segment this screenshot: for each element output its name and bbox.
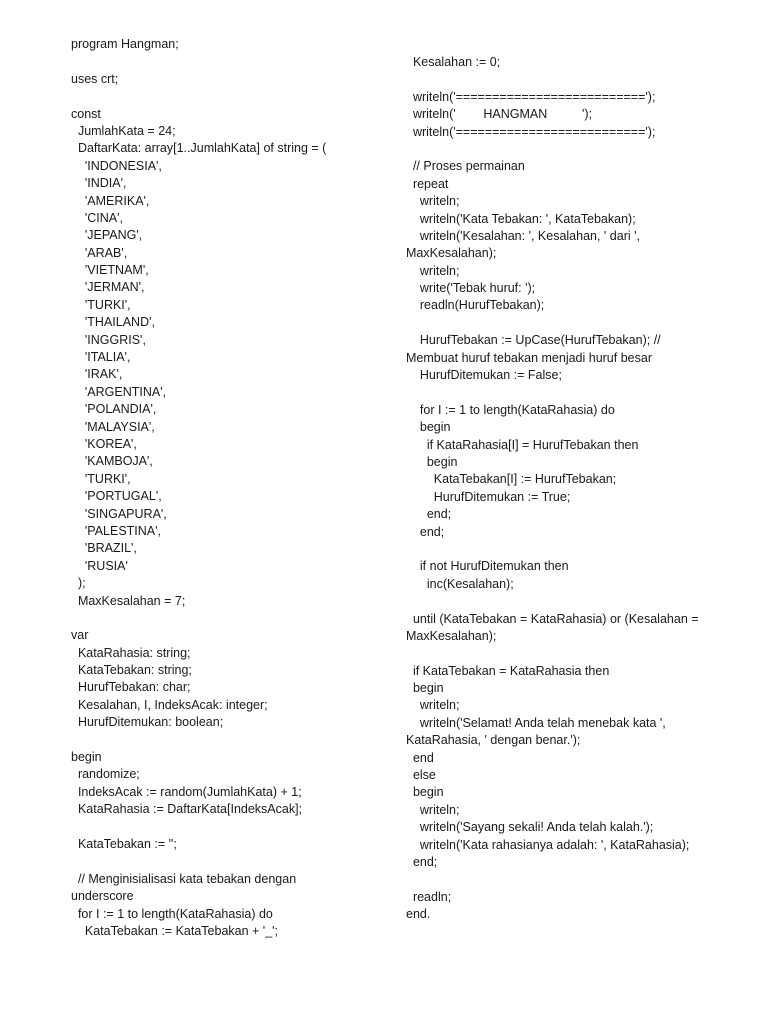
code-line: Kesalahan, I, IndeksAcak: integer; (71, 697, 268, 712)
code-line: repeat (406, 176, 449, 191)
blank-line (71, 853, 396, 870)
code-line: if not HurufDitemukan then (406, 559, 569, 574)
code-line: uses crt; (71, 71, 119, 86)
code-line: begin (406, 785, 444, 800)
blank-line (406, 384, 736, 401)
code-line: until (KataTebakan = KataRahasia) or (Kesalahan = (406, 611, 699, 626)
code-line: writeln; (406, 263, 460, 278)
code-line: HurufTebakan := UpCase(HurufTebakan); // (406, 333, 661, 348)
code-line: HurufTebakan: char; (71, 680, 191, 695)
code-line: Membuat huruf tebakan menjadi huruf besar (406, 350, 652, 365)
code-line: writeln('Sayang sekali! Anda telah kalah.'); (406, 820, 654, 835)
code-line: KataTebakan: string; (71, 663, 192, 678)
code-line: writeln('Kata rahasianya adalah: ', KataRahasia); (406, 837, 690, 852)
blank-line (406, 141, 736, 158)
code-line: 'INGGRIS', (71, 332, 146, 347)
code-column-right (406, 54, 736, 924)
code-line: writeln('Kesalahan: ', Kesalahan, ' dari ', (406, 228, 640, 243)
blank-line (71, 732, 396, 749)
code-line: 'ARGENTINA', (71, 384, 167, 399)
code-line: 'AMERIKA', (71, 193, 150, 208)
code-line: 'INDIA', (71, 176, 127, 191)
code-line: 'PALESTINA', (71, 523, 161, 538)
blank-line (406, 593, 736, 610)
code-line: 'CINA', (71, 210, 124, 225)
code-line: begin (406, 454, 458, 469)
code-line: 'TURKI', (71, 297, 131, 312)
code-line: if KataRahasia[I] = HurufTebakan then (406, 437, 639, 452)
code-line: end; (406, 507, 452, 522)
code-line: randomize; (71, 767, 140, 782)
code-line: writeln('=========================='); (406, 89, 656, 104)
code-line: end. (406, 907, 431, 922)
code-line: begin (71, 750, 102, 765)
code-line: end; (406, 854, 438, 869)
code-line: 'SINGAPURA', (71, 506, 167, 521)
code-line: if KataTebakan = KataRahasia then (406, 663, 610, 678)
code-line: for I := 1 to length(KataRahasia) do (406, 402, 615, 417)
code-line: program Hangman; (71, 37, 179, 51)
code-line: KataTebakan[I] := HurufTebakan; (406, 472, 617, 487)
code-line: // Proses permainan (406, 159, 525, 174)
code-line: KataRahasia, ' dengan benar.'); (406, 733, 581, 748)
blank-line (71, 610, 396, 627)
code-line: 'INDONESIA', (71, 158, 162, 173)
code-line: 'KOREA', (71, 436, 137, 451)
code-line: readln(HurufTebakan); (406, 298, 545, 313)
code-line: end (406, 750, 434, 765)
code-line: MaxKesalahan); (406, 628, 497, 643)
blank-line (406, 871, 736, 888)
code-line: 'IRAK', (71, 367, 123, 382)
blank-line (406, 541, 736, 558)
code-line: const (71, 106, 101, 121)
code-line: JumlahKata = 24; (71, 123, 176, 138)
code-line: for I := 1 to length(KataRahasia) do (71, 906, 273, 921)
code-line: IndeksAcak := random(JumlahKata) + 1; (71, 784, 302, 799)
code-line: KataRahasia := DaftarKata[IndeksAcak]; (71, 802, 303, 817)
code-line: DaftarKata: array[1..JumlahKata] of string = ( (71, 141, 327, 156)
code-line: 'THAILAND', (71, 315, 155, 330)
code-line: 'VIETNAM', (71, 263, 149, 278)
blank-line (71, 53, 396, 70)
code-line: // Menginisialisasi kata tebakan dengan (71, 871, 297, 886)
code-column-left (71, 36, 396, 940)
code-line: writeln(' HANGMAN '); (406, 107, 593, 122)
code-line: Kesalahan := 0; (406, 55, 501, 69)
code-line: KataTebakan := ''; (71, 836, 177, 851)
code-line: 'TURKI', (71, 471, 131, 486)
code-line: MaxKesalahan = 7; (71, 593, 186, 608)
code-line: readln; (406, 889, 452, 904)
code-line: KataRahasia: string; (71, 645, 191, 660)
code-line: writeln; (406, 698, 460, 713)
code-line: underscore (71, 889, 134, 904)
code-line: else (406, 768, 436, 783)
code-line: writeln('Kata Tebakan: ', KataTebakan); (406, 211, 636, 226)
code-line: 'PORTUGAL', (71, 489, 162, 504)
blank-line (406, 645, 736, 662)
code-line: 'ITALIA', (71, 350, 131, 365)
code-line: 'KAMBOJA', (71, 454, 153, 469)
code-line: ); (71, 576, 86, 591)
code-line: inc(Kesalahan); (406, 576, 514, 591)
code-line: writeln('Selamat! Anda telah menebak kata ', (406, 715, 666, 730)
blank-line (71, 819, 396, 836)
code-line: MaxKesalahan); (406, 246, 497, 261)
code-line: KataTebakan := KataTebakan + '_'; (71, 923, 279, 938)
blank-line (406, 71, 736, 88)
code-line: HurufDitemukan: boolean; (71, 715, 224, 730)
code-line: 'JEPANG', (71, 228, 143, 243)
code-line: begin (406, 420, 451, 435)
code-line: begin (406, 681, 444, 696)
code-line: 'MALAYSIA', (71, 419, 155, 434)
code-line: HurufDitemukan := False; (406, 368, 562, 383)
code-line: end; (406, 524, 445, 539)
code-line: 'RUSIA' (71, 558, 128, 573)
code-line: 'JERMAN', (71, 280, 145, 295)
blank-line (406, 315, 736, 332)
code-line: 'BRAZIL', (71, 541, 137, 556)
code-line: writeln; (406, 194, 460, 209)
code-line: writeln; (406, 802, 460, 817)
code-line: writeln('=========================='); (406, 124, 656, 139)
code-line: 'ARAB', (71, 245, 128, 260)
code-line: write('Tebak huruf: '); (406, 281, 536, 296)
code-line: HurufDitemukan := True; (406, 489, 571, 504)
blank-line (71, 88, 396, 105)
code-line: var (71, 628, 89, 643)
code-line: 'POLANDIA', (71, 402, 157, 417)
